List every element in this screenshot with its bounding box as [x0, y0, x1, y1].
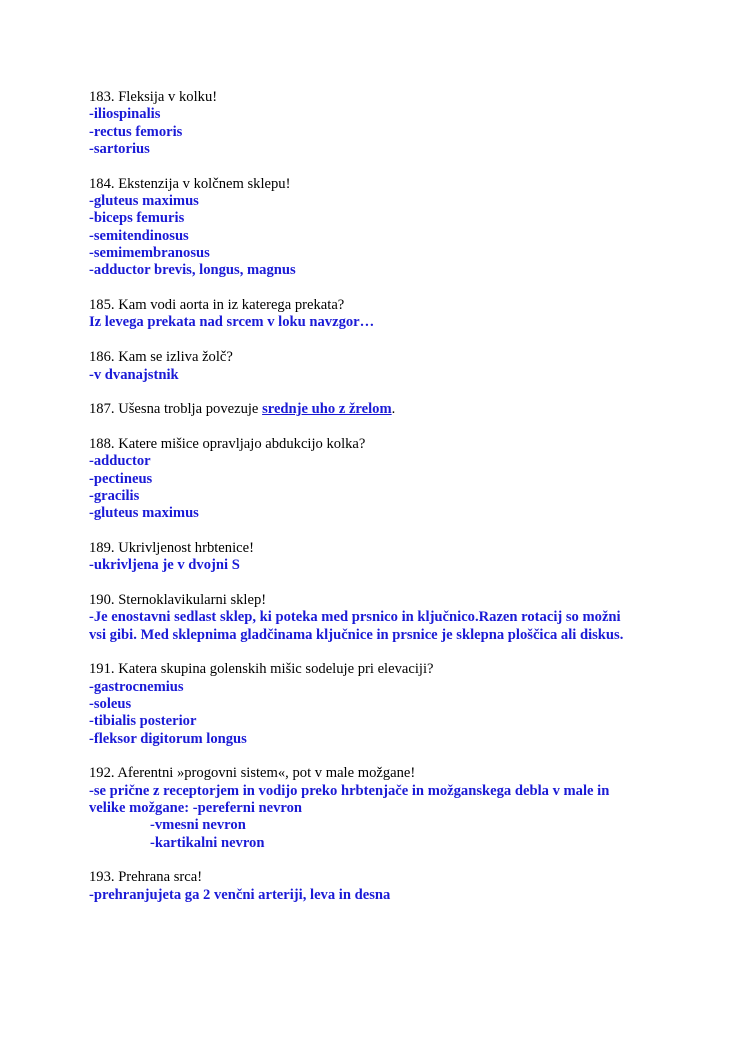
answer-line: -prehranjujeta ga 2 venčni arteriji, leva in desna [89, 886, 391, 903]
answer-line: -tibialis posterior [89, 713, 197, 730]
answer-line: -gracilis [89, 487, 140, 504]
blank-line [89, 523, 669, 540]
blank-line [89, 158, 669, 175]
blank-line [89, 419, 669, 436]
question: 190. Sternoklavikularni sklep! [89, 591, 267, 608]
answer-line: -v dvanajstnik [89, 366, 179, 383]
answer-line: -fleksor digitorum longus [89, 730, 247, 747]
answer-line: -semimembranosus [89, 245, 210, 262]
blank-line [89, 644, 669, 661]
question: 184. Ekstenzija v kolčnem sklepu! [89, 175, 291, 192]
blank-line [89, 280, 669, 297]
document-page [89, 89, 669, 904]
answer-line: -iliospinalis [89, 106, 161, 123]
question: 185. Kam vodi aorta in iz katerega prekata? [89, 297, 345, 314]
answer-line: -gluteus maximus [89, 193, 199, 210]
question: 193. Prehrana srca! [89, 869, 203, 886]
answer-line: Iz levega prekata nad srcem v loku navzgor… [89, 314, 375, 331]
answer-line: -Je enostavni sedlast sklep, ki poteka med prsnico in ključnico.Razen rotacij so možni [89, 609, 621, 626]
answer-link[interactable]: srednje uho z žrelom [262, 401, 392, 418]
answer-line: -se prične z receptorjem in vodijo preko hrbtenjače in možganskega debla v male in [89, 782, 610, 799]
answer-line: velike možgane: -pereferni nevron [89, 800, 303, 817]
answer-line: -rectus femoris [89, 123, 183, 140]
answer-line: -adductor brevis, longus, magnus [89, 262, 296, 279]
answer-line: -adductor [89, 453, 151, 470]
blank-line [89, 575, 669, 592]
question: 186. Kam se izliva žolč? [89, 349, 233, 366]
question: 183. Fleksija v kolku! [89, 89, 218, 105]
answer-line-indented: -kartikalni nevron [150, 834, 265, 851]
answer-line: -soleus [89, 696, 132, 713]
question [89, 401, 669, 418]
answer-line: -pectineus [89, 470, 153, 487]
answer-line: -biceps femuris [89, 210, 185, 227]
answer-line: -gastrocnemius [89, 678, 184, 695]
question: 188. Katere mišice opravljajo abdukcijo kolka? [89, 435, 366, 452]
blank-line [89, 852, 669, 869]
answer-line: vsi gibi. Med sklepnima gladčinama ključnice in prsnice je sklepna ploščica ali diskus. [89, 626, 624, 643]
answer-line: -ukrivljena je v dvojni S [89, 557, 240, 574]
question-suffix: . [391, 401, 396, 418]
question: 192. Aferentni »progovni sistem«, pot v male možgane! [89, 765, 416, 782]
blank-line [89, 332, 669, 349]
answer-line-indented: -vmesni nevron [150, 817, 246, 834]
question: 189. Ukrivljenost hrbtenice! [89, 539, 254, 556]
answer-line: -gluteus maximus [89, 505, 199, 522]
answer-line: -sartorius [89, 141, 150, 158]
question-text: 187. Ušesna troblja povezuje [89, 401, 263, 418]
answer-line: -semitendinosus [89, 227, 189, 244]
blank-line [89, 384, 669, 401]
blank-line [89, 748, 669, 765]
question: 191. Katera skupina golenskih mišic sodeluje pri elevaciji? [89, 661, 434, 678]
